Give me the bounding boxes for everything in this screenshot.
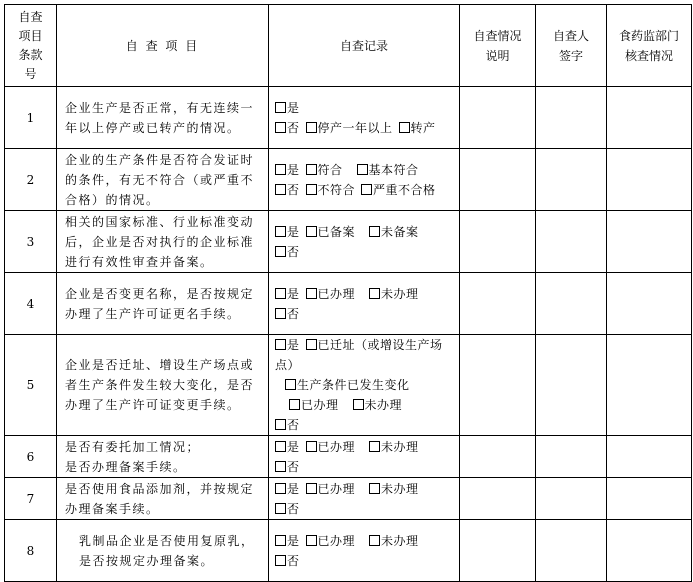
item-number: 3: [5, 211, 57, 273]
checkbox[interactable]: [306, 288, 317, 299]
signer-cell[interactable]: [536, 149, 607, 211]
signer-cell[interactable]: [536, 87, 607, 149]
checkbox[interactable]: [306, 441, 317, 452]
checkbox[interactable]: [275, 483, 286, 494]
checkbox[interactable]: [275, 184, 286, 195]
record-cell: 是 已办理 未办理 否: [269, 520, 460, 582]
item-text: 企业生产是否正常，有无连续一年以上停产或已转产的情况。: [57, 87, 269, 149]
checkbox[interactable]: [275, 226, 286, 237]
review-cell[interactable]: [607, 149, 692, 211]
signer-cell[interactable]: [536, 520, 607, 582]
table-row: [5, 87, 692, 149]
signer-cell[interactable]: [536, 478, 607, 520]
header-item: 自 查 项 目: [57, 5, 269, 87]
review-cell[interactable]: [607, 335, 692, 436]
record-cell: 是 已办理 未办理 否: [269, 436, 460, 478]
review-cell[interactable]: [607, 478, 692, 520]
item-number: 7: [5, 478, 57, 520]
checkbox[interactable]: [275, 555, 286, 566]
item-number: 6: [5, 436, 57, 478]
self-inspection-table: [4, 4, 692, 582]
checkbox[interactable]: [361, 184, 372, 195]
checkbox[interactable]: [275, 246, 286, 257]
self-inspection-form: [4, 4, 691, 577]
header-review: 食药监部门核查情况: [607, 5, 692, 87]
checkbox[interactable]: [306, 122, 317, 133]
review-cell[interactable]: [607, 436, 692, 478]
header-explain: 自查情况说明: [460, 5, 536, 87]
checkbox[interactable]: [275, 308, 286, 319]
item-text: 相关的国家标准、行业标准变动后，企业是否对执行的企业标准进行有效性审查并备案。: [57, 211, 269, 273]
table-row: [5, 211, 692, 273]
explain-cell[interactable]: [460, 87, 536, 149]
item-number: 8: [5, 520, 57, 582]
checkbox[interactable]: [369, 483, 380, 494]
review-cell[interactable]: [607, 273, 692, 335]
checkbox[interactable]: [275, 339, 286, 350]
review-cell[interactable]: [607, 87, 692, 149]
checkbox[interactable]: [369, 441, 380, 452]
review-cell[interactable]: [607, 211, 692, 273]
checkbox[interactable]: [275, 461, 286, 472]
checkbox[interactable]: [275, 164, 286, 175]
review-cell[interactable]: [607, 520, 692, 582]
header-item-no: 自查项目条款号: [5, 5, 57, 87]
header-row: [5, 5, 692, 87]
record-cell: 是 已迁址（或增设生产场点） 生产条件已发生变化 已办理 未办理 否: [269, 335, 460, 436]
table-row: [5, 273, 692, 335]
checkbox[interactable]: [369, 226, 380, 237]
explain-cell[interactable]: [460, 436, 536, 478]
explain-cell[interactable]: [460, 273, 536, 335]
record-cell: 是 否 停产一年以上 转产: [269, 87, 460, 149]
checkbox[interactable]: [399, 122, 410, 133]
header-signer: 自查人签字: [536, 5, 607, 87]
signer-cell[interactable]: [536, 436, 607, 478]
item-text: 乳制品企业是否使用复原乳，是否按规定办理备案。: [57, 520, 269, 582]
checkbox[interactable]: [275, 122, 286, 133]
signer-cell[interactable]: [536, 335, 607, 436]
record-cell: 是 已办理 未办理 否: [269, 273, 460, 335]
header-record: 自查记录: [269, 5, 460, 87]
checkbox[interactable]: [289, 399, 300, 410]
checkbox[interactable]: [285, 379, 296, 390]
item-number: 5: [5, 335, 57, 436]
explain-cell[interactable]: [460, 149, 536, 211]
checkbox[interactable]: [369, 288, 380, 299]
item-text: 是否使用食品添加剂，并按规定办理备案手续。: [57, 478, 269, 520]
signer-cell[interactable]: [536, 273, 607, 335]
item-text: 是否有委托加工情况； 是否办理备案手续。: [57, 436, 269, 478]
item-number: 1: [5, 87, 57, 149]
checkbox[interactable]: [275, 102, 286, 113]
checkbox[interactable]: [306, 483, 317, 494]
checkbox[interactable]: [275, 503, 286, 514]
record-cell: 是 已备案 未备案 否: [269, 211, 460, 273]
explain-cell[interactable]: [460, 335, 536, 436]
checkbox[interactable]: [306, 164, 317, 175]
explain-cell[interactable]: [460, 478, 536, 520]
item-text: 企业是否迁址、增设生产场点或者生产条件发生较大变化，是否办理了生产许可证变更手续。: [57, 335, 269, 436]
item-text: 企业是否变更名称，是否按规定办理了生产许可证更名手续。: [57, 273, 269, 335]
checkbox[interactable]: [369, 535, 380, 546]
table-row: [5, 149, 692, 211]
checkbox[interactable]: [306, 339, 317, 350]
table-row: [5, 436, 692, 478]
checkbox[interactable]: [275, 441, 286, 452]
table-row: [5, 478, 692, 520]
checkbox[interactable]: [306, 535, 317, 546]
item-number: 4: [5, 273, 57, 335]
record-cell: 是 已办理 未办理 否: [269, 478, 460, 520]
table-row: [5, 520, 692, 582]
explain-cell[interactable]: [460, 520, 536, 582]
checkbox[interactable]: [306, 184, 317, 195]
record-cell: 是 符合 基本符合 否 不符合 严重不合格: [269, 149, 460, 211]
table-row: [5, 335, 692, 436]
checkbox[interactable]: [275, 419, 286, 430]
item-text: 企业的生产条件是否符合发证时的条件，有无不符合（或严重不合格）的情况。: [57, 149, 269, 211]
checkbox[interactable]: [306, 226, 317, 237]
checkbox[interactable]: [275, 535, 286, 546]
item-number: 2: [5, 149, 57, 211]
checkbox[interactable]: [357, 164, 368, 175]
signer-cell[interactable]: [536, 211, 607, 273]
checkbox[interactable]: [353, 399, 364, 410]
explain-cell[interactable]: [460, 211, 536, 273]
checkbox[interactable]: [275, 288, 286, 299]
